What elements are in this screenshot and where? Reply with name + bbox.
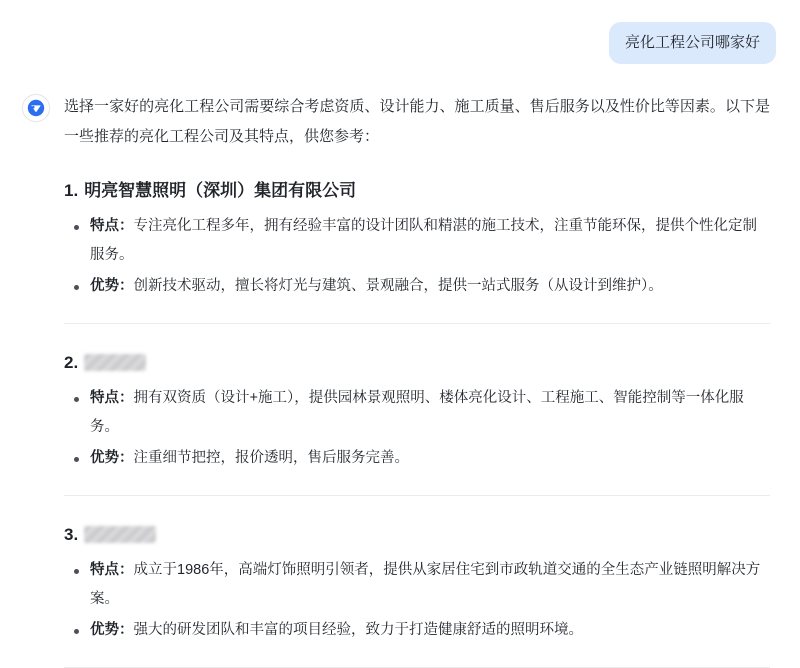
bullet-lead: 优势： [90,278,134,294]
bullet-text: 成立于1986年，高端灯饰照明引领者，提供从家居住宅到市政轨道交通的全生态产业链照明解决方案。 [90,562,761,607]
assistant-intro-paragraph: 选择一家好的亮化工程公司需要综合考虑资质、设计能力、施工质量、售后服务以及性价比等因素。以下是一些推荐的亮化工程公司及其特点，供您参考： [64,98,770,145]
bullet-text: 专注亮化工程多年，拥有经验丰富的设计团队和精湛的施工技术，注重节能环保，提供个性化定制服务。 [90,218,757,263]
bullet-text: 创新技术驱动，擅长将灯光与建筑、景观融合，提供一站式服务（从设计到维护）。 [133,278,663,294]
section-number: 1. [64,181,79,200]
section-number: 2. [64,353,79,372]
bullet-lead: 特点： [90,390,134,406]
redacted-company-name [84,354,146,371]
list-item [64,616,770,645]
answer-section [64,350,770,473]
assistant-message-body [64,92,770,668]
section-heading [64,522,770,548]
section-heading [64,350,770,376]
section-heading [64,178,770,204]
list-item [64,444,770,473]
section-title-text: 明亮智慧照明（深圳）集团有限公司 [84,181,357,200]
answer-section [64,522,770,645]
section-bullet-list [64,384,770,473]
bullet-text: 拥有双资质（设计+施工），提供园林景观照明、楼体亮化设计、工程施工、智能控制等一体化服务。 [90,390,744,435]
list-item [64,384,770,442]
user-message-bubble[interactable]: 亮化工程公司哪家好 [609,22,776,64]
section-divider [64,495,770,496]
bullet-lead: 特点： [90,562,134,578]
bullet-lead: 优势： [90,622,134,638]
bullet-lead: 特点： [90,218,134,234]
list-item [64,212,770,270]
section-bullet-list [64,556,770,645]
answer-section [64,178,770,301]
assistant-logo-icon [22,94,50,122]
bullet-text: 强大的研发团队和丰富的项目经验，致力于打造健康舒适的照明环境。 [133,622,583,638]
redacted-company-name [84,526,156,543]
section-divider [64,323,770,324]
user-message-row [0,0,800,64]
list-item [64,556,770,614]
list-item [64,272,770,301]
assistant-message-row [0,64,800,668]
section-number: 3. [64,525,79,544]
bullet-text: 注重细节把控，报价透明，售后服务完善。 [133,450,409,466]
section-bullet-list [64,212,770,301]
bullet-lead: 优势： [90,450,134,466]
